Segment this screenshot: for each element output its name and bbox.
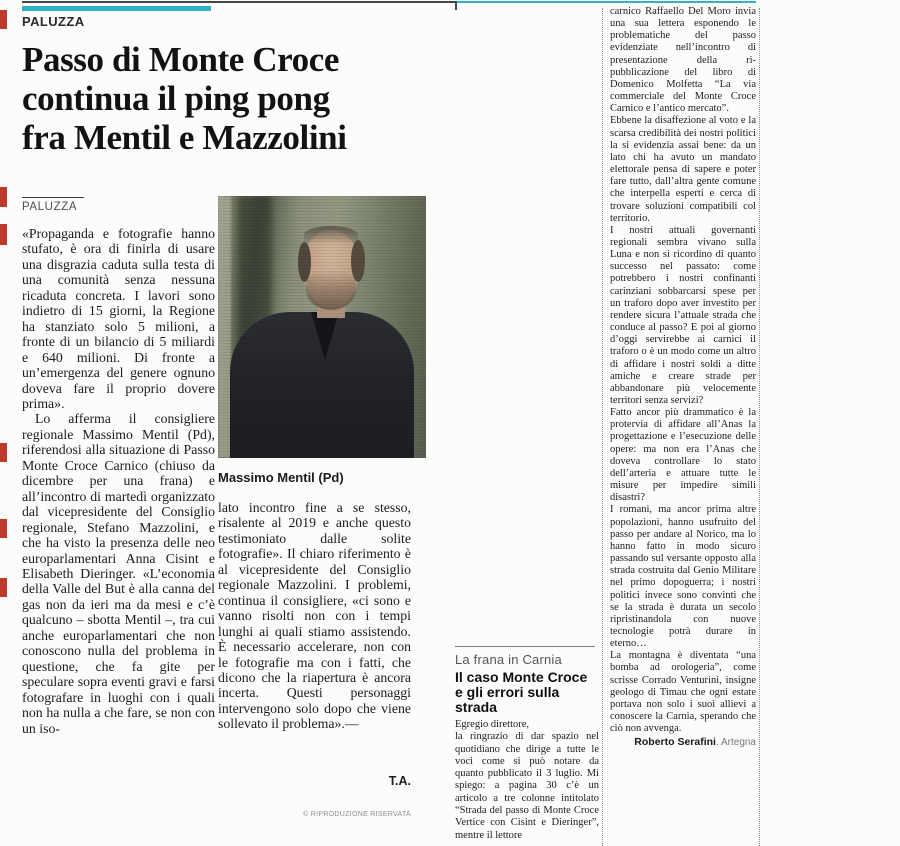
opinion-paragraph: carnico Raffaello Del Moro invia una sua lettera esponendo le problematiche del passo evidenziate nell’incontro di presentazione della ri-pubblicazione del libro di Domenico Molfetta “La via commerciale del Monte Croce Carnico e l’antico mercato”. <box>610 6 756 115</box>
page-edge-mark <box>0 519 7 538</box>
article-kicker-rule <box>22 197 84 198</box>
headline-line: Passo di Monte Croce <box>22 40 339 79</box>
headline-line: fra Mentil e Mazzolini <box>22 118 347 157</box>
page-edge-mark <box>0 578 7 597</box>
article-headline <box>22 40 462 157</box>
page-edge-mark <box>0 443 7 462</box>
article-paragraph: Lo afferma il consigliere regionale Massimo Mentil (Pd), riferendosi alla situazione di Passo Monte Croce Carnico (chiuso da dicembre per una frana) e all’incontro di martedì organizzato dal vicepresidente del Consiglio regionale, Stefano Mazzolini, e che ha visto la presenza delle neo europarlamentari Anna Cisint e Elisabeth Dieringer. «L’economia della Valle del But è alla canna del gas non da ieri ma da mesi e c’è qualcuno – sbotta Mentil –, tra cui anche europarlamentari che non conoscono nulla del problema in questione, che fa gite per speculare sopra eventi gravi e farsi fotografare in luoghi con i quali non ha nulla a che fare, se non con un iso- <box>22 411 215 736</box>
opinion-paragraph: Ebbene la disaffezione al voto e la scarsa credibilità dei nostri politici la si evidenzia assai bene: da un lato chi ha avuto un mandato elettorale pensa di sapere e poter fare tutto, dall’altra gente comune che interpella esperti e cerca di trovare soluzioni compatibili col territorio. <box>610 115 756 224</box>
letter-title <box>455 670 605 715</box>
article-paragraph: «Propaganda e fotografie hanno stufato, è ora di finirla di usare una disgrazia caduta sulla testa di una comunità senza nessuna ricaduta concreta. I lavori sono indietro di 15 giorni, la Regione ha stanziato solo 5 milioni, a fronte di un bilancio di 5 miliardi e 640 milioni. Di fronte a un’emergenza del genere ognuno doveva fare il proprio dovere prima». <box>22 226 215 411</box>
section-kicker: PALUZZA <box>22 14 85 29</box>
opinion-paragraph: I nostri attuali governanti regionali sembra vivano sulla Luna e non si ricordino di quanto successo nel passato: come potrebbero i nostri confinanti carinziani sobbarcarsi spese per un traforo dopo aver investito per rendere sicura l’attuale strada che conduce al passo? E poi al giorno d’oggi servirebbe ai carnici il traforo o è un modo come un altro di affidare i nostri soldi a ditte amiche e creare strade per abbandonare più velocemente territori senza servizi? <box>610 224 756 406</box>
letter-body <box>455 719 599 846</box>
byline: T.A. <box>388 774 411 788</box>
opinion-column <box>610 6 756 846</box>
opinion-paragraph: Fatto ancor più drammatico è la protervia di affidare all’Anas la progettazione e l’esecuzione delle opere: ma non era l’Anas che doveva controllare lo stato dell’arteria e attuare tutte le misure per impedire simili disastri? <box>610 407 756 504</box>
page-edge-mark <box>0 10 7 29</box>
letter-title-line: e gli errori sulla strada <box>455 684 560 715</box>
page-edge-mark <box>0 224 7 245</box>
article-column-1 <box>22 226 215 804</box>
column-top-tick <box>455 1 457 10</box>
letter-title-line: Il caso Monte Croce <box>455 669 588 685</box>
article-column-2 <box>218 500 411 768</box>
signature-name: Roberto Serafini <box>634 736 716 749</box>
opinion-paragraph: I romani, ma ancor prima altre popolazioni, hanno usufruito del passo per andare al Norico, ma lo hanno fatto in modo sicuro passando sul versante opposto alla strada costruita dal Genio Militare nel primo dopoguerra; i nostri politici invece sono convinti che se la strada è durata un secolo ripristinandola con nuove tecnologie potrà durare in eterno… <box>610 504 756 650</box>
headline-line: continua il ping pong <box>22 79 330 118</box>
letter-salutation: Egregio direttore, <box>455 719 530 730</box>
article-paragraph: lato incontro fine a se stesso, risalente al 2019 e anche questo testimoniato dalle solite fotografie». Il chiaro riferimento è al vicepresidente del Consiglio regionale Mazzolini. I problemi, continua il consigliere, «ci sono e vanno risolti non con i tempi lunghi ai quali stiamo assistendo. È necessario accelerare, non con le fotografie ma con i fatti, che dicono che la riapertura è ancora incerta. Questi personaggi intervengono solo dopo che viene sollevato il problema».— <box>218 500 411 732</box>
signature-place: . Artegna <box>715 737 756 749</box>
photo-caption: Massimo Mentil (Pd) <box>218 470 344 485</box>
copyright-notice: © RIPRODUZIONE RISERVATA <box>303 811 411 818</box>
letter-rule <box>455 646 595 647</box>
column-divider-dotted <box>602 8 603 846</box>
photo-grain-overlay <box>218 196 426 458</box>
photo-massimo-mentil <box>218 196 426 458</box>
top-rule-teal <box>455 1 756 3</box>
top-rule-dark <box>22 1 455 3</box>
opinion-paragraph: La montagna è diventata “una bomba ad orologeria”, come scrisse Corrado Venturini, insigne geologo di Timau che ogni estate portava non solo i suoi allievi a conoscere la Carnia, sperando che ciò non avvenga. <box>610 650 756 735</box>
column-divider-dotted <box>759 8 760 846</box>
article-kicker: PALUZZA <box>22 201 78 213</box>
page-edge-mark <box>0 187 7 207</box>
section-accent-bar <box>22 6 211 11</box>
letter-kicker: La frana in Carnia <box>455 652 562 667</box>
letter-paragraph: la ringrazio di dar spazio nel quotidiano che dirige a tutte le voci come si può notare da quanto pubblicato il 3 luglio. Mi spiego: a pagina 30 c’è un articolo a tre colonne intitolato “Strada del passo di Monte Croce Vertice con Cisint e Dieringer”, mentre il lettore <box>455 731 599 841</box>
signature <box>610 736 756 749</box>
